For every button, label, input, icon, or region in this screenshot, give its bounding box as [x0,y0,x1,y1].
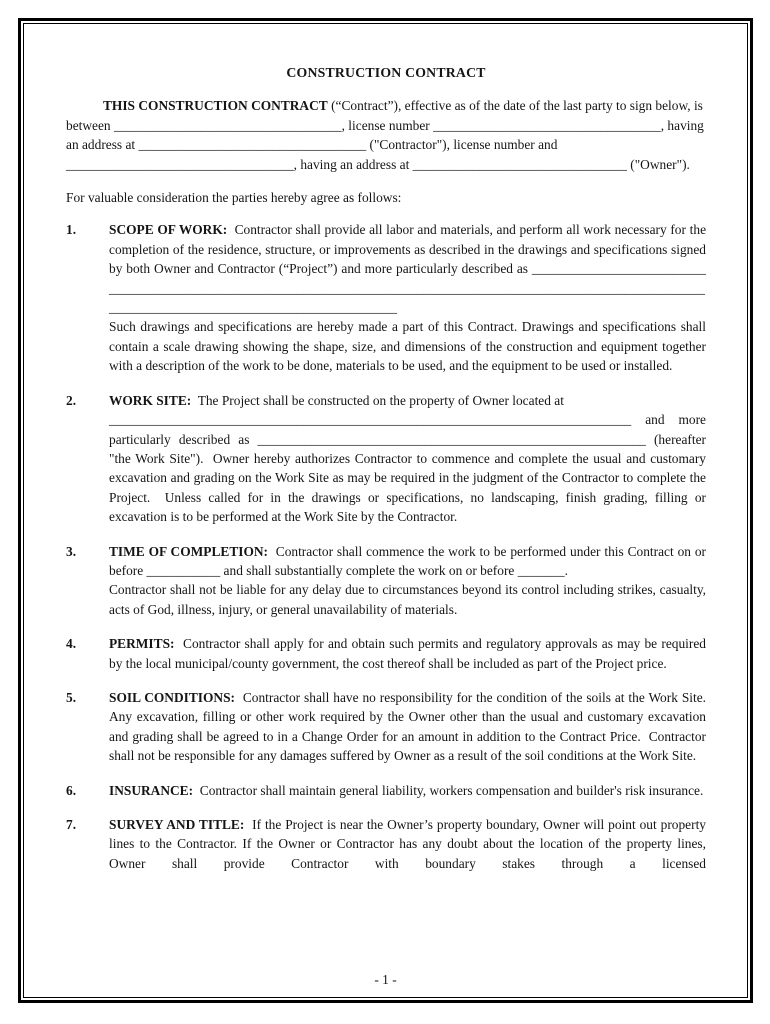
text-run: Contractor shall commence the work to be performed under this Contract on or before [109,543,710,578]
text-run: If the Project is near the Owner’s property boundary, Owner will point out property lines to the Contractor. If the Owner or Contractor has any doubt about the location of the property lines, Owner shall provide Contractor with boundary stakes through a licensed [109,817,710,871]
section-body [109,815,710,873]
section-heading: INSURANCE: [109,782,194,798]
page-number: - 1 - [374,971,397,987]
text-run: , having an address at [293,156,413,172]
section-body [109,542,710,620]
text-run: (“Contract”), effective as of the date of the last party to sign below, is between [66,98,707,133]
section-heading: PERMITS: [109,636,175,652]
section-number: 1. [66,222,77,238]
fill-in-blank: ______________________________________________________________________________________________________________________________________________________________ [109,261,706,316]
contract-section [66,781,706,800]
section-number: 5. [66,689,77,705]
contract-section [66,220,710,375]
fill-in-blank: __________________________________ [113,117,342,133]
section-heading: THIS CONSTRUCTION CONTRACT [103,98,328,114]
paragraph [109,781,706,800]
paragraph [109,391,710,527]
text-run: . [564,562,568,578]
section-body [109,634,710,673]
paragraph [109,634,710,673]
paragraph [66,96,706,174]
text-run: , license number [341,117,434,133]
paragraph [109,542,710,620]
section-number: 6. [66,782,77,798]
contract-section [66,815,710,873]
section-number: 7. [66,817,77,832]
section-number: 3. [66,543,77,559]
section-heading: WORK SITE: [109,392,192,408]
text-run: (hereafter "the Work Site"). Owner hereby authorizes Contractor to commence and complete the usual and customary excavation and grading on the Work Site as may be required in the judgment of the Contractor to complete the Project. Unless called for in the drawings or specifications, no landscaping, finish grading, filling or excavation is to be performed at the Work Site by the Contractor. [109,431,710,525]
fill-in-blank: _______ [517,562,565,578]
text-run: Contractor shall provide all labor and materials, and perform all work necessary for the completion of the residence, structure, or improvements as described in the drawings and specifications signed by both Owner and Contractor (“Project”) and more particularly described as [109,222,710,277]
section-heading: SCOPE OF WORK: [109,222,228,238]
section-body [109,220,710,375]
section-body [109,688,713,766]
text-run: , having an address at [66,117,708,153]
section-number: 2. [66,392,77,408]
contract-section [66,688,713,766]
section-body [109,391,710,527]
text-run: Contractor shall have no responsibility for the condition of the soils at the Work Site. Any excavation, filling or other work required by the Owner other than the usual and customary excavation and grading shall be agreed to in a Change Order for an amount in addition to the Contract Price. Contractor shall not be responsible for any damages suffered by Owner as a result of the soil conditions at the Work Site. [109,689,713,764]
text-run: ("Owner"). [626,156,690,172]
fill-in-blank: __________________________________ [66,156,294,172]
sections-list [66,220,713,873]
text-run: Contractor shall apply for and obtain such permits and regulatory approvals as may be required by the local municipal/county government, the cost thereof shall be included as part of the Project price. [109,636,710,671]
page-border-inner [23,23,748,998]
fill-in-blank: __________________________________ [138,137,367,153]
fill-in-blank: ___________ [146,562,221,578]
text-run: ("Contractor"), license number and [366,137,561,153]
contract-section [66,542,710,620]
text-run: and more particularly described as [109,412,710,447]
section-number: 4. [66,636,77,652]
fill-in-blank: __________________________________ [433,117,661,133]
document-title: CONSTRUCTION CONTRACT [286,65,486,80]
section-body [109,781,706,800]
contract-section [66,391,710,527]
text-run: The Project shall be constructed on the property of Owner located at [191,392,564,408]
section-heading: TIME OF COMPLETION: [109,543,269,559]
page-border-outer [18,18,753,1003]
text-run: Contractor shall not be liable for any delay due to circumstances beyond its control including strikes, casualty, acts of God, illness, injury, or general unavailability of materials. [109,582,710,617]
paragraph [109,317,710,375]
fill-in-blank: ________________________________ [412,156,627,172]
fill-in-blank: ______________________________________________________________________________ [109,412,632,428]
section-heading: SURVEY AND TITLE: [109,817,245,832]
paragraph [109,815,710,873]
text-run: and shall substantially complete the work on or before [220,562,518,578]
lead-sentence: For valuable consideration the parties hereby agree as follows: [66,190,402,206]
paragraph [109,220,710,317]
contract-section [66,634,710,673]
intro-paragraph [66,96,706,174]
paragraph [109,688,713,766]
fill-in-blank: __________________________________________________________ [257,431,646,447]
text-run: Such drawings and specifications are hereby made a part of this Contract. Drawings and specifications shall contain a scale drawing showing the shape, size, and dimensions of the construction and equipment together with a description of the work to be done, materials to be used, and the equipment to be used or installed. [109,319,710,374]
text-run: Contractor shall maintain general liability, workers compensation and builder's risk insurance. [193,782,704,798]
section-heading: SOIL CONDITIONS: [109,689,235,705]
